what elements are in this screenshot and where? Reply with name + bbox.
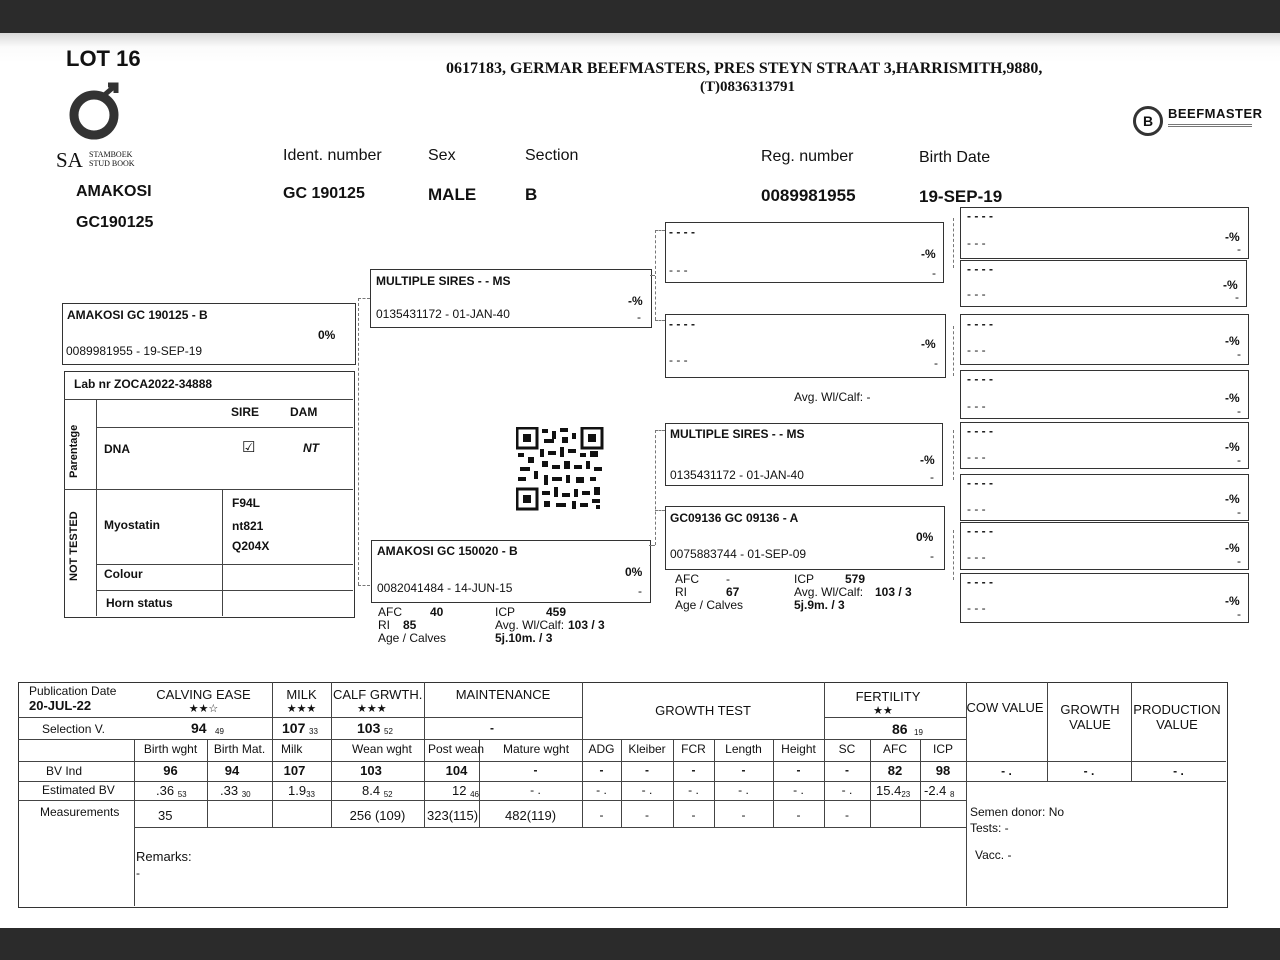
sire-connector — [358, 298, 370, 299]
bv-growth-value: - . — [1083, 764, 1095, 778]
dam-sire-box — [665, 423, 943, 486]
dam-connector — [358, 585, 370, 586]
selection-milk: 107 — [282, 720, 306, 736]
lab-sire-header: SIRE — [231, 405, 260, 419]
table-vline-3 — [424, 682, 425, 827]
table-vline-2 — [331, 682, 332, 827]
gg-box-7-line: - - - — [967, 550, 986, 564]
sire-avg-calf: Avg. Wl/Calf: - — [794, 390, 871, 404]
estimated-bv-label: Estimated BV — [42, 783, 115, 797]
col-mature-weight: Mature wght — [503, 742, 570, 756]
dna-label: DNA — [104, 442, 130, 456]
gg-box-1-line: - - - — [967, 236, 986, 250]
bv-ind-label: BV Ind — [46, 764, 83, 778]
bv-birth-weight: 96 — [163, 763, 178, 778]
cow-value-header: COW VALUE — [966, 700, 1044, 715]
myostatin-value-1: F94L — [232, 496, 261, 510]
qr-code-icon — [516, 427, 604, 511]
col-post-wean: Post wean — [428, 742, 485, 756]
sire-parents-connector — [655, 230, 656, 320]
ident-header: Ident. number — [283, 147, 382, 164]
gg-box-5-dot: - — [1237, 453, 1241, 467]
dam-ri-label: RI — [378, 618, 390, 632]
sire-dam-connector — [655, 320, 665, 321]
gg-box-4-dot: - — [1237, 404, 1241, 418]
dam-dam-ri-label: RI — [675, 585, 687, 599]
dam-avg-label: Avg. Wl/Calf: — [495, 618, 565, 632]
remarks-value: - — [136, 866, 140, 880]
est-milk: $1.9_{33}$ — [288, 783, 315, 799]
dam-ri-value: 85 — [403, 618, 417, 632]
gg-box-4-line: - - - — [967, 399, 986, 413]
lab-colour-line — [96, 564, 353, 565]
dam-dam-line: 0075883744 - 01-SEP-09 — [670, 547, 807, 561]
animal-name: AMAKOSI — [76, 183, 152, 200]
gg-box-5-title: - - - - — [967, 424, 993, 438]
sire-pct: -% — [628, 294, 643, 308]
table-line-fert-header — [824, 717, 966, 718]
dam-line: 0082041484 - 14-JUN-15 — [377, 581, 513, 595]
gg-box-2-pct: -% — [1223, 278, 1238, 292]
dam-parents-connector — [655, 430, 656, 545]
selection-fertility: 86 — [892, 721, 908, 737]
gg-box-5 — [960, 422, 1249, 469]
selection-maintenance: - — [490, 721, 494, 735]
lab-header-line — [96, 427, 353, 428]
calf-growth-header: CALF GRWTH. — [333, 687, 423, 702]
table-vline-6 — [966, 682, 967, 906]
production-value-header: PRODUCTION VALUE — [1133, 702, 1221, 732]
dam-sire-dot: - — [930, 470, 934, 484]
lot-number: LOT 16 — [66, 46, 141, 71]
sire-line: 0135431172 - 01-JAN-40 — [376, 307, 510, 321]
gg-box-2-dot: - — [1235, 290, 1239, 304]
gg-box-4-pct: -% — [1225, 391, 1240, 405]
col-birth-weight: Birth wght — [143, 742, 198, 756]
bv-post-wean: 104 — [445, 763, 468, 778]
meas-adg: - — [599, 808, 604, 822]
sire-sire-line: - - - — [669, 263, 688, 277]
sire-dam-box — [665, 314, 946, 378]
gg-box-1 — [960, 207, 1249, 259]
selection-milk-sub: 33 — [309, 727, 318, 736]
dam-sire-pct: -% — [920, 453, 935, 467]
gg-box-7-dot: - — [1237, 554, 1241, 568]
sex-value: MALE — [428, 185, 477, 204]
sire-dam-line: - - - — [669, 353, 688, 367]
gg-box-6 — [960, 474, 1249, 521]
est-icp: -2.4 $_8$ — [924, 783, 955, 799]
col-kleiber: Kleiber — [628, 742, 666, 756]
parents-connector — [358, 298, 359, 585]
sire-sire-pct: -% — [921, 247, 936, 261]
col-adg: ADG — [588, 742, 615, 756]
bv-production-value: - . — [1173, 764, 1184, 778]
tests: Tests: - — [970, 821, 1009, 835]
meas-sc: - — [845, 808, 849, 822]
est-length: - . — [738, 783, 749, 797]
studbook-sa: SA — [56, 148, 83, 172]
dam-dam-age-calves-value: 5j.9m. / 3 — [794, 598, 845, 612]
dam-dam-ri-value: 67 — [726, 585, 740, 599]
dam-dam-title: GC09136 GC 09136 - A — [670, 511, 799, 525]
dam-avg-value: 103 / 3 — [568, 618, 605, 632]
bv-afc: 82 — [887, 763, 903, 778]
dam-icp-label: ICP — [495, 605, 516, 619]
selection-calving-sub: 49 — [215, 727, 224, 736]
section-header: Section — [525, 147, 579, 164]
col-length: Length — [725, 742, 762, 756]
gg-box-6-title: - - - - — [967, 476, 993, 490]
milk-header: MILK — [286, 687, 317, 702]
sire-dam-dot: - — [934, 356, 938, 370]
meas-height: - — [796, 808, 801, 822]
meas-mature-weight: 482(119) — [505, 808, 557, 823]
est-fcr: - . — [688, 783, 699, 797]
calving-ease-header: CALVING EASE — [156, 687, 251, 702]
table-line-meas — [134, 827, 966, 828]
dam-dam-afc-value: - — [726, 572, 730, 586]
est-height: - . — [793, 783, 804, 797]
publication-date-value: 20-JUL-22 — [29, 698, 92, 713]
gg-box-3 — [960, 314, 1249, 365]
col-milk: Milk — [281, 742, 303, 756]
sire-box — [370, 269, 652, 328]
not-tested-label: NOT TESTED — [68, 511, 80, 581]
dam-to-parents — [649, 545, 655, 546]
col-birth-maternal: Birth Mat. — [213, 742, 266, 756]
calving-ease-stars: ★★☆ — [188, 703, 219, 715]
dam-dam-icp-label: ICP — [794, 572, 815, 586]
bv-kleiber: - — [645, 763, 649, 777]
fertility-stars: ★★ — [873, 705, 893, 717]
top-dark-band — [0, 0, 1280, 33]
est-adg: - . — [596, 783, 607, 797]
gg-box-2 — [960, 260, 1247, 307]
sire-dam-pct: -% — [921, 337, 936, 351]
est-sc: - . — [841, 783, 853, 797]
animal-box-pct: 0% — [318, 328, 336, 342]
est-post-wean: 12 $_{46}$ — [452, 783, 479, 799]
semen-donor: Semen donor: No — [970, 805, 1065, 819]
breeder-phone: (T)0836313791 — [700, 79, 795, 95]
gg-box-8-pct: -% — [1225, 594, 1240, 608]
lab-side-divider — [96, 399, 97, 616]
lab-number: Lab nr ZOCA2022-34888 — [74, 377, 213, 391]
est-kleiber: - . — [641, 783, 653, 797]
milk-stars: ★★★ — [286, 703, 317, 715]
dam-age-calves-value: 5j.10m. / 3 — [495, 631, 553, 645]
sire-sire-title: - - - - — [669, 225, 695, 239]
lab-dam-header: DAM — [290, 405, 318, 419]
bv-fcr: - — [691, 763, 696, 777]
animal-box-line: 0089981955 - 19-SEP-19 — [66, 344, 203, 358]
dam-dam-icp-value: 579 — [845, 572, 866, 586]
gg-box-8 — [960, 573, 1249, 623]
gg-box-2-line: - - - — [967, 287, 986, 301]
calf-growth-stars: ★★★ — [357, 703, 387, 715]
meas-post-wean: 323(115) — [427, 808, 479, 823]
colour-label: Colour — [104, 567, 143, 581]
dam-box — [371, 540, 651, 603]
table-line-header — [18, 717, 582, 718]
breeder-address: 0617183, GERMAR BEEFMASTERS, PRES STEYN STRAAT 3,HARRISMITH,9880, — [446, 60, 1043, 77]
selection-calving: 94 — [191, 720, 207, 736]
gg-box-3-title: - - - - — [967, 317, 993, 331]
bv-sc: - — [845, 763, 849, 777]
dam-sire-line: 0135431172 - 01-JAN-40 — [670, 468, 804, 482]
section-value: B — [525, 185, 538, 204]
birth-header: Birth Date — [919, 149, 991, 166]
gg-box-6-dot: - — [1237, 505, 1241, 519]
gg-box-4-title: - - - - — [967, 372, 993, 386]
selection-fertility-sub: 19 — [914, 728, 923, 737]
dam-dam-avg-label: Avg. Wl/Calf: — [794, 585, 864, 599]
gg-connector-4 — [953, 530, 954, 580]
bv-wean-weight: 103 — [360, 763, 382, 778]
growth-value-header: GROWTH VALUE — [1060, 702, 1120, 732]
animal-pedigree-box — [62, 303, 356, 365]
beefmaster-logo-icon: B — [1133, 106, 1163, 136]
col-sc: SC — [838, 742, 856, 756]
sire-sire-dot: - — [932, 266, 936, 280]
dam-dam-age-label: Age / Calves — [675, 598, 744, 612]
dam-dot: - — [638, 584, 642, 598]
parentage-label: Parentage — [68, 424, 80, 478]
lab-horn-line — [96, 590, 353, 591]
gg-box-8-dot: - — [1237, 607, 1241, 621]
dam-dam-connector — [655, 510, 665, 511]
gg-box-7 — [960, 522, 1249, 570]
meas-fcr: - — [691, 808, 696, 822]
fertility-header: FERTILITY — [855, 689, 921, 704]
gg-box-8-line: - - - — [967, 601, 986, 615]
gg-box-2-title: - - - - — [967, 262, 993, 276]
sire-dam-title: - - - - — [669, 317, 695, 331]
col-height: Height — [781, 742, 816, 756]
dam-sire-title: MULTIPLE SIRES - - MS — [670, 427, 805, 441]
dam-icp-value: 459 — [546, 605, 567, 619]
reg-header: Reg. number — [761, 148, 854, 165]
col-afc: AFC — [883, 742, 907, 756]
gg-box-3-pct: -% — [1225, 334, 1240, 348]
studbook-bottom-text: STUD BOOK — [89, 159, 135, 168]
dam-dam-box — [665, 506, 945, 570]
table-line-cols — [18, 761, 1226, 762]
growth-test-header: GROWTH TEST — [655, 703, 751, 718]
gg-box-1-dot: - — [1237, 242, 1241, 256]
est-mature-weight: - . — [530, 783, 541, 797]
selection-label: Selection V. — [42, 722, 105, 736]
bottom-dark-band — [0, 928, 1280, 960]
table-line-bv — [18, 781, 1226, 782]
bv-icp: 98 — [935, 763, 951, 778]
gg-connector-1 — [953, 218, 954, 268]
dam-age-label: Age / Calves — [378, 631, 447, 645]
gg-box-5-line: - - - — [967, 450, 986, 464]
bv-adg: - — [599, 763, 604, 777]
sire-sire-box — [665, 222, 944, 283]
sire-dot: - — [637, 310, 641, 324]
dam-sire-connector — [655, 430, 665, 431]
studbook-logo — [64, 80, 144, 150]
dam-dam-afc-label: AFC — [675, 572, 699, 586]
dam-dam-pct: 0% — [916, 530, 934, 544]
selection-calf-sub: 52 — [384, 727, 393, 736]
sire-to-parents — [650, 275, 655, 276]
myostatin-value-3: Q204X — [232, 539, 270, 553]
birth-value: 19-SEP-19 — [919, 187, 1003, 206]
animal-code: GC190125 — [76, 214, 154, 231]
dam-title: AMAKOSI GC 150020 - B — [377, 544, 518, 558]
beefmaster-logo-underline — [1168, 124, 1252, 127]
dam-dam-dot: - — [930, 549, 934, 563]
meas-birth-weight: 35 — [158, 808, 173, 823]
bv-birth-maternal: 94 — [224, 763, 240, 778]
est-wean-weight: 8.4 $_{52}$ — [362, 783, 393, 799]
maintenance-header: MAINTENANCE — [455, 687, 551, 702]
dna-dam-value: NT — [303, 441, 319, 455]
sire-title: MULTIPLE SIRES - - MS — [376, 274, 511, 288]
studbook-emblem-icon — [64, 80, 144, 150]
vaccination: Vacc. - — [975, 848, 1012, 862]
gg-box-3-line: - - - — [967, 343, 986, 357]
dna-sire-checkbox-icon: ☑ — [242, 439, 256, 456]
gg-connector-3 — [953, 430, 954, 480]
bv-height: - — [796, 763, 801, 777]
est-birth-weight: .36 $_{53}$ — [156, 783, 187, 799]
meas-length: - — [741, 808, 746, 822]
dam-afc-value: 40 — [430, 605, 444, 619]
gg-box-4 — [960, 370, 1249, 419]
reg-value: 0089981955 — [761, 186, 856, 205]
gg-box-3-dot: - — [1237, 347, 1241, 361]
gg-connector-2 — [953, 326, 954, 376]
dam-dam-avg-value: 103 / 3 — [875, 585, 912, 599]
publication-date-label: Publication Date — [29, 684, 117, 698]
col-icp: ICP — [932, 742, 953, 756]
meas-wean-weight: 256 (109) — [349, 808, 406, 823]
studbook-top-text: STAMBOEK — [89, 150, 133, 159]
lab-divider — [64, 399, 353, 400]
selection-calf: 103 — [357, 720, 381, 736]
est-birth-maternal: .33 $_{30}$ — [220, 783, 251, 799]
col-fcr: FCR — [681, 742, 706, 756]
est-afc: $15.4_{23}$ — [876, 783, 911, 799]
lab-value-divider — [222, 489, 223, 616]
col-wean-weight: Wean wght — [352, 742, 412, 756]
bv-cow-value: - . — [1001, 764, 1012, 778]
gg-box-7-title: - - - - — [967, 524, 993, 538]
animal-box-title: AMAKOSI GC 190125 - B — [67, 308, 208, 322]
sire-sire-connector — [655, 230, 665, 231]
gg-box-1-pct: -% — [1225, 230, 1240, 244]
horn-status-label: Horn status — [106, 596, 173, 610]
ident-value: GC 190125 — [283, 185, 365, 202]
gg-box-8-title: - - - - — [967, 575, 993, 589]
lab-parentage-divider — [64, 489, 353, 490]
gg-box-6-line: - - - — [967, 502, 986, 516]
sex-header: Sex — [428, 147, 456, 164]
beefmaster-logo-text: BEEFMASTER — [1168, 106, 1263, 121]
gg-box-6-pct: -% — [1225, 492, 1240, 506]
gg-box-1-title: - - - - — [967, 209, 993, 223]
myostatin-label: Myostatin — [104, 518, 161, 532]
bv-milk: 107 — [283, 763, 306, 778]
measurements-label: Measurements — [40, 805, 120, 819]
dam-pct: 0% — [625, 565, 643, 579]
dam-afc-label: AFC — [378, 605, 402, 619]
meas-kleiber: - — [645, 808, 649, 822]
remarks-label: Remarks: — [136, 849, 192, 864]
gg-box-7-pct: -% — [1225, 541, 1240, 555]
bv-length: - — [741, 763, 746, 777]
gg-box-5-pct: -% — [1225, 440, 1240, 454]
bv-mature-weight: - — [533, 763, 538, 777]
myostatin-value-2: nt821 — [232, 519, 264, 533]
